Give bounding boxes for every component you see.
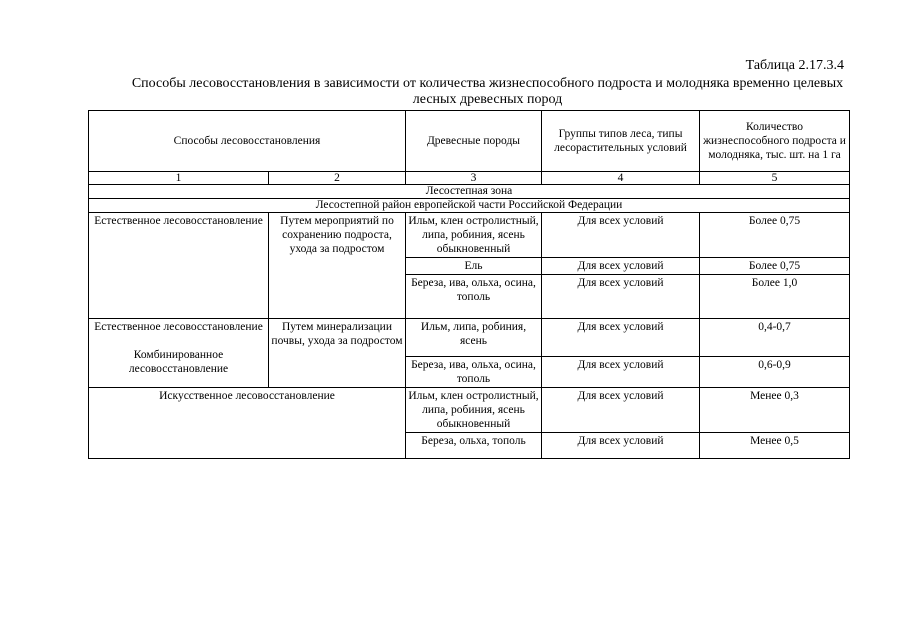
method-cell	[89, 319, 269, 388]
conditions-cell: Для всех условий	[542, 433, 700, 459]
table-caption: Способы лесовосстановления в зависимости от количества жизнеспособного подроста и молодняка временно целевых лесных древесных пород	[131, 76, 844, 107]
column-number: 5	[700, 172, 850, 185]
header-groups: Группы типов леса, типы лесорастительных условий	[542, 111, 700, 172]
quantity-cell: Менее 0,3	[700, 388, 850, 433]
zone-row	[89, 185, 850, 199]
technique-cell: Путем мероприятий по сохранению подроста, ухода за подростом	[269, 213, 406, 319]
conditions-cell: Для всех условий	[542, 275, 700, 319]
species-cell: Береза, ольха, тополь	[406, 433, 542, 459]
region-row	[89, 199, 850, 213]
quantity-cell: 0,4-0,7	[700, 319, 850, 357]
quantity-cell: Более 0,75	[700, 258, 850, 275]
region-label: Лесостепной район европейской части Российской Федерации	[89, 199, 850, 213]
technique-cell: Путем минерализации почвы, ухода за подростом	[269, 319, 406, 388]
quantity-cell: Более 1,0	[700, 275, 850, 319]
reforestation-table	[88, 110, 850, 459]
conditions-cell: Для всех условий	[542, 213, 700, 258]
species-cell: Ель	[406, 258, 542, 275]
quantity-cell: Более 0,75	[700, 213, 850, 258]
table-row	[89, 213, 850, 258]
conditions-cell: Для всех условий	[542, 357, 700, 388]
table-number: Таблица 2.17.3.4	[745, 58, 844, 73]
table-header-row	[89, 111, 850, 172]
zone-label: Лесостепная зона	[89, 185, 850, 199]
column-number: 4	[542, 172, 700, 185]
species-cell: Ильм, липа, робиния, ясень	[406, 319, 542, 357]
conditions-cell: Для всех условий	[542, 319, 700, 357]
method-natural: Естественное лесовосстановление	[94, 321, 263, 333]
column-number: 1	[89, 172, 269, 185]
column-number-row	[89, 172, 850, 185]
method-cell: Искусственное лесовосстановление	[89, 388, 406, 459]
header-quantity: Количество жизнеспособного подроста и молодняка, тыс. шт. на 1 га	[700, 111, 850, 172]
method-combined: Комбинированное лесовосстановление	[128, 349, 229, 375]
column-number: 2	[269, 172, 406, 185]
quantity-cell: Менее 0,5	[700, 433, 850, 459]
table-row	[89, 319, 850, 357]
method-cell: Естественное лесовосстановление	[89, 213, 269, 319]
quantity-cell: 0,6-0,9	[700, 357, 850, 388]
header-methods: Способы лесовосстановления	[89, 111, 406, 172]
header-species: Древесные породы	[406, 111, 542, 172]
conditions-cell: Для всех условий	[542, 388, 700, 433]
species-cell: Береза, ива, ольха, осина, тополь	[406, 275, 542, 319]
column-number: 3	[406, 172, 542, 185]
table-row	[89, 388, 850, 433]
species-cell: Ильм, клен остролистный, липа, робиния, ясень обыкновенный	[406, 388, 542, 433]
species-cell: Ильм, клен остролистный, липа, робиния, ясень обыкновенный	[406, 213, 542, 258]
species-cell: Береза, ива, ольха, осина, тополь	[406, 357, 542, 388]
conditions-cell: Для всех условий	[542, 258, 700, 275]
